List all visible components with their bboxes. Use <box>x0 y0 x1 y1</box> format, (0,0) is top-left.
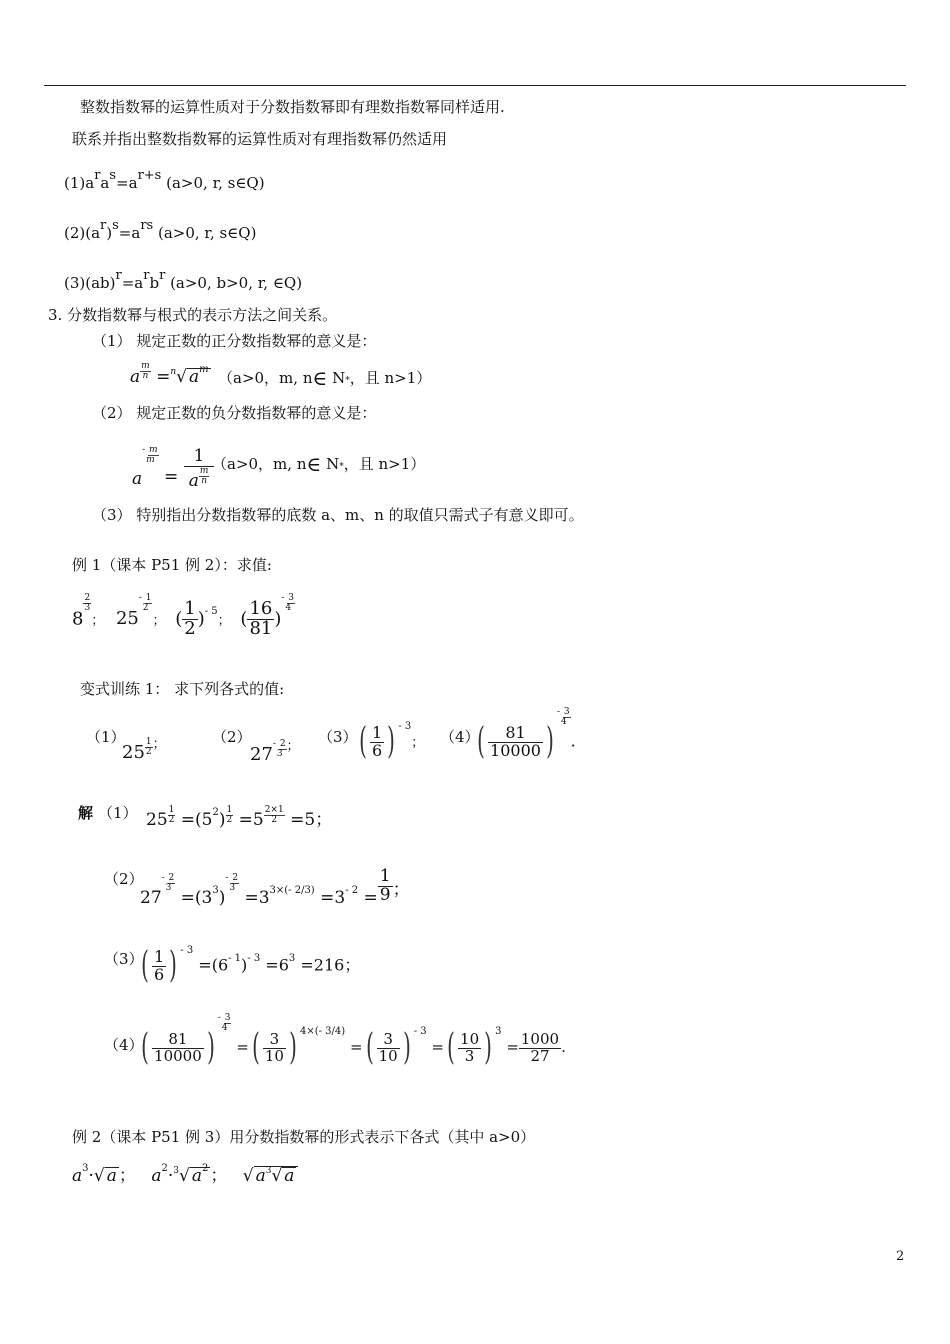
practice-expression-4: ( $\frac{81}{10000}$ )- 3 4 . <box>477 707 576 762</box>
formula-2-condition: （a>0，m, n∈ N*，且 n>1） <box>212 452 426 476</box>
page-number: 2 <box>896 1249 905 1264</box>
practice-label-4: （4） <box>440 728 480 746</box>
solution-line-4: ( $\frac{81}{10000}$ )- 3 4 =( $\frac{3}{10}$ ) $^{4\times(- 3/4)}$ =( $\frac{3}{10}$ ) $^{- 3}$ =( $\frac{10}{3}$ ) $^3$ = $\frac{1000}{27}$ . <box>141 1013 566 1068</box>
header-rule <box>44 85 906 86</box>
property-1-label: (1) <box>64 174 86 192</box>
section-3-item-1: （1） 规定正数的正分数指数幂的意义是： <box>92 332 377 350</box>
practice-expression-1: 25 $\frac{1}{2}$ ； <box>122 737 166 763</box>
solution-label: 解 <box>78 804 94 822</box>
practice-label-2: （2） <box>212 728 252 746</box>
example-1-expressions: 8 $\frac{2}{3}$ ； 25- 1 2 ； ( $\frac{1}{2}$ )$^{- 5}$； ( $\frac{16}{81}$ )- 3 4 <box>72 593 295 639</box>
property-3: (3)(ab)r=arbr (a>0, b>0, r, ∈Q) <box>64 268 303 292</box>
solution-line-1: 25 $\frac{1}{2}$ $=(5^2)$ $\frac{1}{2}$ =5 $\frac{2\times 1}{2}$ =5； <box>146 805 333 830</box>
solution-line-3: ( $\frac{1}{6}$ ) $^{- 3} =(6^{- 1})^{- 3} =6^3 =216$； <box>141 944 361 986</box>
property-2: (2)(ar)s=ars (a>0, r, s∈Q) <box>64 218 257 242</box>
solution-label-3: （3） <box>104 950 144 968</box>
property-2-condition: (a>0, r, s∈Q) <box>157 224 257 242</box>
example-1-title: 例 1（课本 P51 例 2）：求值: <box>72 556 272 574</box>
property-3-condition: (a>0, b>0, r, ∈Q) <box>170 274 303 292</box>
negative-fraction-exponent-formula: a- m m = 1 a $\frac{m}{n}$ <box>132 436 214 480</box>
solution-line-2: 27- 2 3 $=(3^3)-$ 2 3 $=3^{3\times(- 2/3)} =3^{- 2}$ = $\frac{1}{9}$ ； <box>140 866 410 908</box>
section-3-heading: 3. 分数指数幂与根式的表示方法之间关系。 <box>48 306 338 324</box>
solution-label-4: （4） <box>104 1036 144 1054</box>
intro-line-1: 整数指数幂的运算性质对于分数指数幂即有理数指数幂同样适用. <box>80 98 505 116</box>
property-1-condition: (a>0, r, s∈Q) <box>166 174 265 192</box>
property-1: (1)aras=ar+s (a>0, r, s∈Q) <box>64 168 265 192</box>
property-3-label: (3) <box>64 274 86 292</box>
property-2-label: (2) <box>64 224 86 242</box>
practice-expression-2: 27- 2 3 ； <box>250 739 300 765</box>
example-2-expressions: $a^3\cdot√$ a ； $a^2\cdot^3√$ $a^2$ ； √ $a^3√$ a <box>72 1166 298 1185</box>
section-3-item-2: （2） 规定正数的负分数指数幂的意义是： <box>92 404 377 422</box>
practice-title: 变式训练 1： 求下列各式的值: <box>80 680 285 698</box>
practice-label-3: （3） <box>318 728 358 746</box>
formula-1-condition: （a>0，m, n∈ N*，且 n>1） <box>218 366 432 390</box>
positive-fraction-exponent-formula: a $\frac{m}{n}$ =$^n$√ $a^m$ <box>130 361 209 387</box>
solution-label-2: （2） <box>104 870 144 888</box>
solution-label-1: （1） <box>98 804 138 822</box>
intro-line-2: 联系并指出整数指数幂的运算性质对有理指数幂仍然适用 <box>72 130 448 148</box>
example-2-title: 例 2（课本 P51 例 3）用分数指数幂的形式表示下各式（其中 a>0） <box>72 1128 536 1146</box>
practice-label-1: （1） <box>86 728 126 746</box>
practice-expression-3: ( $\frac{1}{6}$ ) $^{- 3}$； <box>359 720 425 762</box>
section-3-item-3: （3） 特别指出分数指数幂的底数 a、m、n 的取值只需式子有意义即可。 <box>92 506 584 524</box>
